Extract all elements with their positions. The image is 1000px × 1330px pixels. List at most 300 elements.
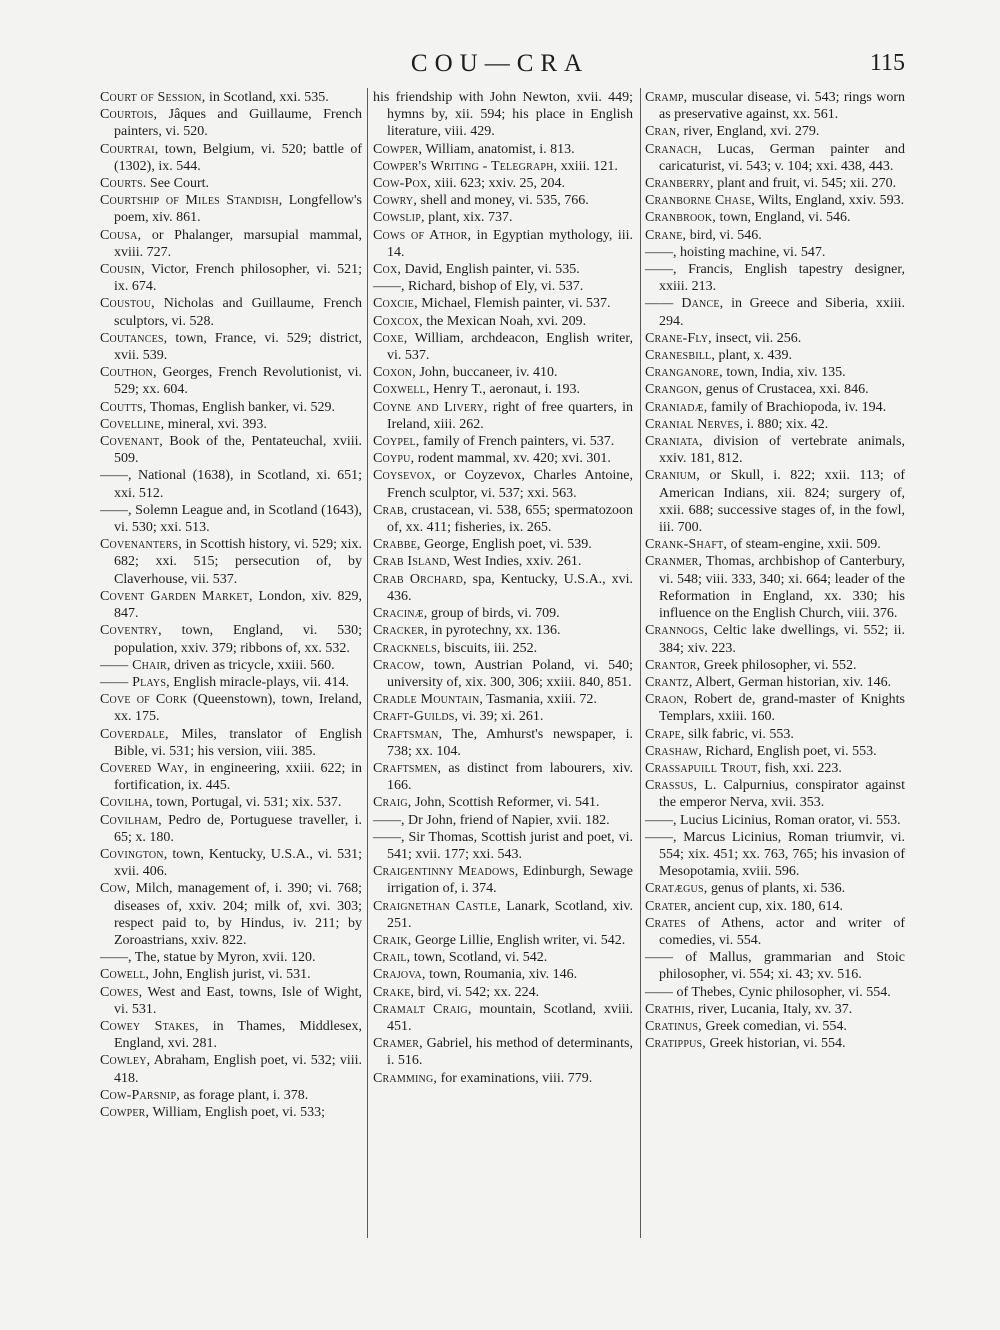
index-entry — [645, 330, 905, 347]
entry-text: ——, Marcus Licinius, Roman triumvir, vi. 554; xix. 451; xx. 763, 765; his invasion of Mesopotamia, xviii. 596. — [645, 829, 905, 880]
index-entry — [373, 313, 633, 330]
entry-text: insect, vii. 256. — [711, 330, 802, 346]
index-entry — [645, 898, 905, 915]
entry-text: or Skull, i. 822; xxii. 113; of American Indians, xii. 824; surgery of, xxii. 688; successive stages of, in the fowl, iii. 700. — [659, 468, 905, 536]
entry-headword: Coxcie, — [373, 296, 418, 312]
entry-text: William, anatomist, i. 813. — [422, 141, 575, 157]
entry-headword: Covelline, — [100, 416, 165, 432]
entry-text: i. 880; xix. 42. — [743, 416, 829, 432]
index-entry — [100, 227, 362, 261]
entry-headword: Cousa, — [100, 227, 142, 243]
entry-headword: Cowes, — [100, 984, 143, 1000]
index-entry — [100, 536, 362, 588]
entry-text: the Mexican Noah, xvi. 209. — [422, 313, 587, 329]
entry-text: Robert de, grand-master of Knights Templars, xxiii. 160. — [659, 692, 905, 725]
index-entry — [645, 123, 905, 140]
entry-text: Thomas, archbishop of Canterbury, vi. 548; viii. 333, 340; xi. 664; leader of the Reformation in England, xx. 330; his influence on the English Church, viii. 376. — [659, 554, 905, 622]
entry-headword: Crantor, — [645, 657, 701, 673]
index-column-3 — [645, 89, 905, 1052]
entry-text: town, Roumania, xiv. 146. — [425, 967, 578, 983]
entry-headword: Coventry, — [100, 623, 162, 639]
entry-headword: Cramp, — [645, 90, 688, 105]
entry-headword: Covilham, — [100, 812, 162, 828]
entry-text: biscuits, iii. 252. — [440, 640, 538, 656]
entry-text: muscular disease, vi. 543; rings worn as preservative against, xx. 561. — [659, 90, 905, 123]
entry-text: ancient cup, xix. 180, 614. — [690, 898, 843, 914]
index-entry — [373, 1035, 633, 1069]
entry-headword: Cowell, — [100, 967, 150, 983]
entry-text: Greek comedian, vi. 554. — [701, 1018, 847, 1034]
entry-text: Richard, English poet, vi. 553. — [701, 743, 877, 759]
index-entry — [645, 691, 905, 725]
entry-text: town, France, vi. 529; district, xvii. 539. — [114, 330, 362, 364]
entry-text: ——, Francis, English tapestry designer, xxiii. 213. — [645, 262, 905, 295]
index-entry — [373, 295, 633, 312]
entry-text: Nicholas and Guillaume, French sculptors, vi. 528. — [114, 296, 362, 329]
entry-text: in pyrotechny, xx. 136. — [428, 623, 561, 639]
index-entry — [373, 1070, 633, 1087]
entry-text: Abraham, English poet, vi. 532; viii. 418. — [114, 1053, 362, 1086]
entry-headword: Craignethan Castle, — [373, 898, 501, 914]
entry-text: town, Belgium, vi. 520; battle of (1302), ix. 544. — [114, 141, 362, 174]
entry-text: his friendship with John Newton, xvii. 449; hymns by, xii. 594; his place in English literature, viii. 429. — [373, 90, 633, 140]
index-entry — [373, 829, 633, 863]
index-entry — [373, 640, 633, 657]
entry-text: Greek historian, vi. 554. — [705, 1036, 846, 1052]
entry-text: crustacean, vi. 538, 655; spermatozoon of, xx. 411; fisheries, ix. 265. — [387, 502, 633, 536]
index-entry — [100, 89, 362, 106]
entry-headword: Crail, — [373, 950, 411, 966]
entry-headword: —— Plays, — [100, 674, 170, 690]
entry-headword: Courtrai, — [100, 141, 159, 157]
entry-headword: Covenanters, — [100, 537, 182, 553]
entry-text: David, English painter, vi. 535. — [401, 262, 580, 278]
entry-headword: Cracinæ, — [373, 606, 428, 622]
entry-text: L. Calpurnius, conspirator against the emperor Nerva, xvii. 353. — [659, 778, 905, 811]
entry-headword: —— Chair, — [100, 657, 171, 673]
index-entry — [645, 915, 905, 949]
entry-text: See Court. — [146, 176, 210, 192]
entry-text: ——, Richard, bishop of Ely, vi. 537. — [373, 279, 584, 295]
entry-headword: Crassus, — [645, 778, 698, 794]
index-entry — [645, 141, 905, 175]
entry-text: Tasmania, xxiii. 72. — [483, 692, 597, 708]
entry-text: mountain, Scotland, xviii. 451. — [387, 1001, 633, 1034]
entry-text: plant, xix. 737. — [424, 210, 513, 226]
entry-text: Henry T., aeronaut, i. 193. — [429, 382, 580, 398]
entry-text: family of French painters, vi. 537. — [419, 434, 615, 450]
entry-headword: Coxcox, — [373, 313, 423, 329]
index-entry — [100, 1087, 362, 1104]
index-entry — [100, 588, 362, 622]
entry-text: vi. 39; xi. 261. — [458, 709, 544, 725]
entry-headword: Cratinus, — [645, 1018, 702, 1034]
entry-text: William, archdeacon, English writer, vi. 537. — [387, 330, 633, 364]
entry-headword: Cranial Nerves, — [645, 416, 744, 432]
entry-headword: Couthon, — [100, 365, 157, 381]
index-entry — [373, 984, 633, 1001]
index-entry — [100, 1104, 362, 1121]
entry-text: xxiii. 121. — [557, 158, 618, 174]
entry-headword: Cran, — [645, 124, 680, 140]
entry-text: Miles, translator of English Bible, vi. 531; his version, viii. 385. — [114, 726, 362, 759]
entry-text: river, England, xvi. 279. — [679, 124, 820, 140]
index-entry — [100, 691, 362, 725]
entry-text: Pedro de, Portuguese traveller, i. 65; x. 180. — [114, 812, 362, 845]
entry-text: family of Brachiopoda, iv. 194. — [707, 399, 887, 415]
entry-text: West and East, towns, Isle of Wight, vi. 531. — [114, 984, 362, 1017]
entry-text: town, Portugal, vi. 531; xix. 537. — [152, 795, 342, 811]
entry-headword: Cranberry, — [645, 176, 714, 192]
entry-headword: Crates — [645, 915, 687, 931]
entry-headword: Cousin, — [100, 262, 145, 278]
index-entry — [373, 605, 633, 622]
entry-headword: Cowslip, — [373, 210, 425, 226]
entry-headword: Cracker, — [373, 623, 428, 639]
entry-headword: Crake, — [373, 984, 415, 1000]
index-entry — [645, 777, 905, 811]
entry-headword: Craon, — [645, 692, 688, 708]
page-number: 115 — [869, 50, 905, 76]
entry-headword: Crajova, — [373, 967, 426, 983]
index-entry — [100, 1052, 362, 1086]
entry-text: —— of Thebes, Cynic philosopher, vi. 554. — [645, 984, 891, 1000]
index-entry — [100, 261, 362, 295]
index-entry — [373, 89, 633, 141]
entry-headword: Craik, — [373, 932, 412, 948]
entry-text: ——, Sir Thomas, Scottish jurist and poet, vi. 541; xvii. 177; xxi. 543. — [373, 829, 633, 862]
entry-text: Thomas, English banker, vi. 529. — [146, 399, 336, 415]
index-entry — [100, 1018, 362, 1052]
column-divider — [640, 88, 641, 1238]
index-entry — [645, 1035, 905, 1052]
index-entry — [100, 726, 362, 760]
entry-headword: Cranium, — [645, 468, 700, 484]
index-entry — [645, 726, 905, 743]
entry-text: ——, Dr John, friend of Napier, xvii. 182. — [373, 812, 610, 828]
entry-headword: Crane, — [645, 227, 687, 243]
index-entry — [100, 949, 362, 966]
entry-text: The, Amhurst's newspaper, i. 738; xx. 104. — [387, 726, 633, 759]
entry-headword: Craniadæ, — [645, 399, 708, 415]
entry-text: Michael, Flemish painter, vi. 537. — [417, 296, 611, 312]
entry-headword: —— Dance, — [645, 296, 724, 312]
entry-text: for examinations, viii. 779. — [437, 1070, 593, 1086]
index-entry — [100, 880, 362, 949]
entry-headword: Cows of Athor, — [373, 227, 472, 243]
entry-headword: Crab Island, — [373, 554, 451, 570]
index-entry — [100, 674, 362, 691]
entry-text: town, Kentucky, U.S.A., vi. 531; xvii. 406. — [114, 846, 362, 880]
entry-headword: Cramalt Craig, — [373, 1001, 472, 1017]
entry-headword: Cranbrook, — [645, 210, 716, 226]
entry-text: —— of Mallus, grammarian and Stoic philosopher, vi. 554; xi. 43; xv. 516. — [645, 950, 905, 983]
index-entry — [373, 399, 633, 433]
index-entry — [373, 261, 633, 278]
index-entry — [373, 622, 633, 639]
entry-text: Lucas, German painter and caricaturist, vi. 543; v. 104; xxi. 438, 443. — [659, 141, 905, 174]
index-entry — [645, 364, 905, 381]
index-entry — [100, 192, 362, 226]
entry-headword: Crabbe, — [373, 537, 421, 553]
index-entry — [100, 622, 362, 656]
index-entry — [645, 812, 905, 829]
entry-text: of steam-engine, xxii. 509. — [727, 537, 881, 553]
index-entry — [373, 450, 633, 467]
entry-headword: Craftsman, — [373, 726, 443, 742]
entry-text: silk fabric, vi. 553. — [684, 726, 794, 742]
index-entry — [100, 760, 362, 794]
entry-headword: Coverdale, — [100, 726, 169, 742]
entry-headword: Cowley, — [100, 1053, 151, 1069]
index-entry — [645, 829, 905, 881]
index-entry — [100, 330, 362, 364]
entry-headword: Craniata, — [645, 434, 703, 450]
index-entry — [100, 966, 362, 983]
running-head: COU—CRA — [410, 50, 590, 77]
entry-text: Jâques and Guillaume, French painters, vi. 520. — [114, 107, 362, 140]
entry-text: fish, xxi. 223. — [761, 760, 842, 776]
entry-headword: Craigentinny Meadows, — [373, 864, 519, 880]
entry-text: Victor, French philosopher, vi. 521; ix. 674. — [114, 262, 362, 295]
entry-text: English miracle-plays, vii. 414. — [169, 674, 350, 690]
index-entry — [373, 708, 633, 725]
index-entry — [373, 536, 633, 553]
entry-text: in Greece and Siberia, xxiii. 294. — [659, 296, 905, 329]
entry-text: Longfellow's poem, xiv. 861. — [114, 193, 362, 226]
index-entry — [100, 141, 362, 175]
entry-text: town, Austrian Poland, vi. 540; university of, xix. 300, 306; xxiii. 840, 851. — [387, 657, 633, 690]
index-entry — [645, 467, 905, 536]
entry-headword: Coypel, — [373, 434, 420, 450]
entry-headword: Courts. — [100, 176, 147, 192]
entry-text: George Lillie, English writer, vi. 542. — [411, 932, 626, 948]
index-entry — [373, 657, 633, 691]
index-entry — [373, 898, 633, 932]
index-entry — [373, 278, 633, 295]
entry-headword: Cow, — [100, 881, 131, 897]
entry-text: William, English poet, vi. 533; — [149, 1104, 325, 1120]
index-entry — [645, 536, 905, 553]
entry-headword: Craftsmen, — [373, 760, 442, 776]
entry-text: in Egyptian mythology, iii. 14. — [387, 227, 633, 260]
index-entry — [100, 433, 362, 467]
entry-text: right of free quarters, in Ireland, xiii. 262. — [387, 399, 633, 432]
entry-headword: Cratægus, — [645, 881, 708, 897]
entry-headword: Cranach, — [645, 141, 702, 157]
entry-headword: Cramming, — [373, 1070, 438, 1086]
entry-text: John, Scottish Reformer, vi. 541. — [411, 795, 600, 811]
index-entry — [645, 347, 905, 364]
entry-headword: Coutts, — [100, 399, 147, 415]
entry-text: in engineering, xxiii. 622; in fortification, ix. 445. — [114, 760, 363, 794]
entry-text: Wilts, England, xxiv. 593. — [755, 193, 905, 209]
entry-text: ——, Lucius Licinius, Roman orator, vi. 553. — [645, 812, 901, 828]
index-entry — [373, 760, 633, 794]
entry-text: shell and money, vi. 535, 766. — [417, 193, 589, 209]
index-entry — [645, 261, 905, 295]
index-entry — [373, 794, 633, 811]
index-entry — [100, 175, 362, 192]
index-entry — [100, 794, 362, 811]
entry-headword: Coysevox, — [373, 468, 436, 484]
entry-text: in Thames, Middlesex, England, xvi. 281. — [114, 1018, 362, 1052]
entry-text: rodent mammal, xv. 420; xvi. 301. — [414, 451, 611, 467]
entry-headword: Coxe, — [373, 330, 408, 346]
entry-headword: Courtship of Miles Standish, — [100, 193, 283, 209]
entry-headword: Covent Garden Market, — [100, 588, 253, 604]
entry-headword: Cow-Parsnip, — [100, 1087, 180, 1103]
entry-text: John, English jurist, vi. 531. — [149, 967, 311, 983]
entry-headword: Crantz, — [645, 674, 693, 690]
entry-text: town, India, xiv. 135. — [722, 365, 846, 381]
index-entry — [645, 949, 905, 983]
index-entry — [373, 467, 633, 501]
index-entry — [645, 743, 905, 760]
index-entry — [373, 381, 633, 398]
entry-headword: Courtois, — [100, 107, 158, 123]
entry-headword: Covered Way, — [100, 760, 188, 776]
entry-headword: Coutances, — [100, 330, 168, 346]
entry-headword: Cowey Stakes, — [100, 1018, 199, 1034]
index-entry — [645, 244, 905, 261]
index-entry — [373, 571, 633, 605]
index-entry — [373, 175, 633, 192]
entry-headword: Cox, — [373, 262, 402, 278]
index-entry — [373, 141, 633, 158]
entry-text: Georges, French Revolutionist, vi. 529; xx. 604. — [114, 365, 362, 398]
index-entry — [645, 209, 905, 226]
entry-headword: Crannogs, — [645, 623, 708, 639]
entry-text: Albert, German historian, xiv. 146. — [692, 674, 892, 690]
entry-headword: Coxon, — [373, 365, 416, 381]
entry-headword: Coustou, — [100, 296, 155, 312]
index-entry — [100, 416, 362, 433]
entry-text: ——, hoisting machine, vi. 547. — [645, 244, 826, 260]
index-entry — [373, 192, 633, 209]
entry-headword: Crangon, — [645, 382, 703, 398]
index-entry — [645, 657, 905, 674]
entry-text: mineral, xvi. 393. — [164, 416, 267, 432]
index-entry — [645, 89, 905, 123]
index-entry — [373, 209, 633, 226]
entry-text: Greek philosopher, vi. 552. — [700, 657, 857, 673]
entry-headword: Covenant, — [100, 434, 163, 450]
entry-headword: Cranborne Chase, — [645, 193, 755, 209]
entry-text: (Queenstown), town, Ireland, xx. 175. — [114, 692, 363, 725]
index-entry — [373, 433, 633, 450]
entry-headword: Coyne and Livery, — [373, 399, 488, 415]
index-entry — [645, 192, 905, 209]
entry-text: George, English poet, vi. 539. — [420, 537, 592, 553]
entry-text: or Phalanger, marsupial mammal, xviii. 727. — [114, 227, 362, 260]
index-entry — [373, 932, 633, 949]
entry-text: ——, National (1638), in Scotland, xi. 651; xxi. 512. — [100, 468, 362, 501]
entry-headword: Cranesbill, — [645, 348, 716, 364]
index-entry — [373, 364, 633, 381]
entry-text: river, Lucania, Italy, xv. 37. — [694, 1001, 853, 1017]
index-entry — [100, 106, 362, 140]
entry-headword: Court of Session, — [100, 90, 206, 105]
index-entry — [645, 622, 905, 656]
entry-headword: Cowry, — [373, 193, 418, 209]
entry-headword: Coypu, — [373, 451, 415, 467]
entry-headword: Covington, — [100, 846, 168, 862]
entry-headword: Cow-Pox, — [373, 176, 431, 192]
index-entry — [645, 1001, 905, 1018]
index-entry — [100, 467, 362, 501]
entry-text: in Scotland, xxi. 535. — [205, 90, 329, 105]
entry-headword: Crashaw, — [645, 743, 702, 759]
entry-headword: Cradle Mountain, — [373, 692, 484, 708]
index-entry — [645, 295, 905, 329]
entry-text: as forage plant, i. 378. — [179, 1087, 309, 1103]
entry-text: bird, vi. 546. — [686, 227, 762, 243]
entry-headword: Cowper, — [373, 141, 423, 157]
entry-text: town, Scotland, vi. 542. — [410, 950, 548, 966]
index-entry — [373, 330, 633, 364]
index-entry — [100, 812, 362, 846]
entry-text: driven as tricycle, xxiii. 560. — [170, 657, 335, 673]
entry-headword: Cove of Cork — [100, 692, 188, 708]
entry-headword: Crater, — [645, 898, 691, 914]
index-entry — [100, 295, 362, 329]
index-column-2 — [373, 89, 633, 1087]
index-entry — [645, 880, 905, 897]
entry-text: town, England, vi. 546. — [715, 210, 851, 226]
index-entry — [645, 227, 905, 244]
index-entry — [645, 984, 905, 1001]
entry-text: Book of the, Pentateuchal, xviii. 509. — [114, 434, 362, 467]
index-entry — [373, 863, 633, 897]
index-entry — [100, 657, 362, 674]
entry-headword: Crab, — [373, 502, 408, 518]
entry-text: ——, The, statue by Myron, xvii. 120. — [100, 950, 316, 966]
entry-headword: Cowper's Writing - Telegraph, — [373, 158, 558, 174]
index-entry — [100, 502, 362, 536]
entry-headword: Cramer, — [373, 1036, 423, 1052]
index-entry — [645, 433, 905, 467]
entry-headword: Coxwell, — [373, 382, 430, 398]
index-entry — [100, 846, 362, 880]
entry-headword: Cracknels, — [373, 640, 441, 656]
page-header — [0, 50, 1000, 86]
index-entry — [373, 691, 633, 708]
index-entry — [373, 812, 633, 829]
entry-text: genus of Crustacea, xxi. 846. — [702, 382, 869, 398]
entry-text: Gabriel, his method of determinants, i. 516. — [387, 1036, 633, 1069]
entry-text: London, xiv. 829, 847. — [114, 588, 362, 622]
entry-headword: Crank-Shaft, — [645, 537, 728, 553]
entry-text: Lanark, Scotland, xiv. 251. — [387, 898, 633, 931]
index-entry — [100, 399, 362, 416]
entry-text: xiii. 623; xxiv. 25, 204. — [431, 176, 566, 192]
entry-headword: Covilha, — [100, 795, 153, 811]
entry-headword: Crassapuill Trout, — [645, 760, 762, 776]
entry-text: plant and fruit, vi. 545; xii. 270. — [713, 176, 897, 192]
index-column-1 — [100, 89, 362, 1121]
entry-headword: Crane-Fly, — [645, 330, 712, 346]
entry-text: spa, Kentucky, U.S.A., xvi. 436. — [387, 571, 633, 604]
entry-text: John, buccaneer, iv. 410. — [415, 365, 558, 381]
entry-headword: Craft-Guilds, — [373, 709, 459, 725]
entry-text: of Athens, actor and writer of comedies, vi. 554. — [659, 915, 905, 948]
entry-text: town, England, vi. 530; population, xxiv. 379; ribbons of, xx. 532. — [114, 623, 362, 656]
entry-headword: Cranganore, — [645, 365, 723, 381]
index-entry — [645, 416, 905, 433]
entry-text: in Scottish history, vi. 529; xix. 682; xxi. 515; persecution of, by Claverhouse, vii. 537. — [114, 537, 362, 587]
entry-text: or Coyzevox, Charles Antoine, French sculptor, vi. 537; xxi. 563. — [387, 468, 633, 501]
